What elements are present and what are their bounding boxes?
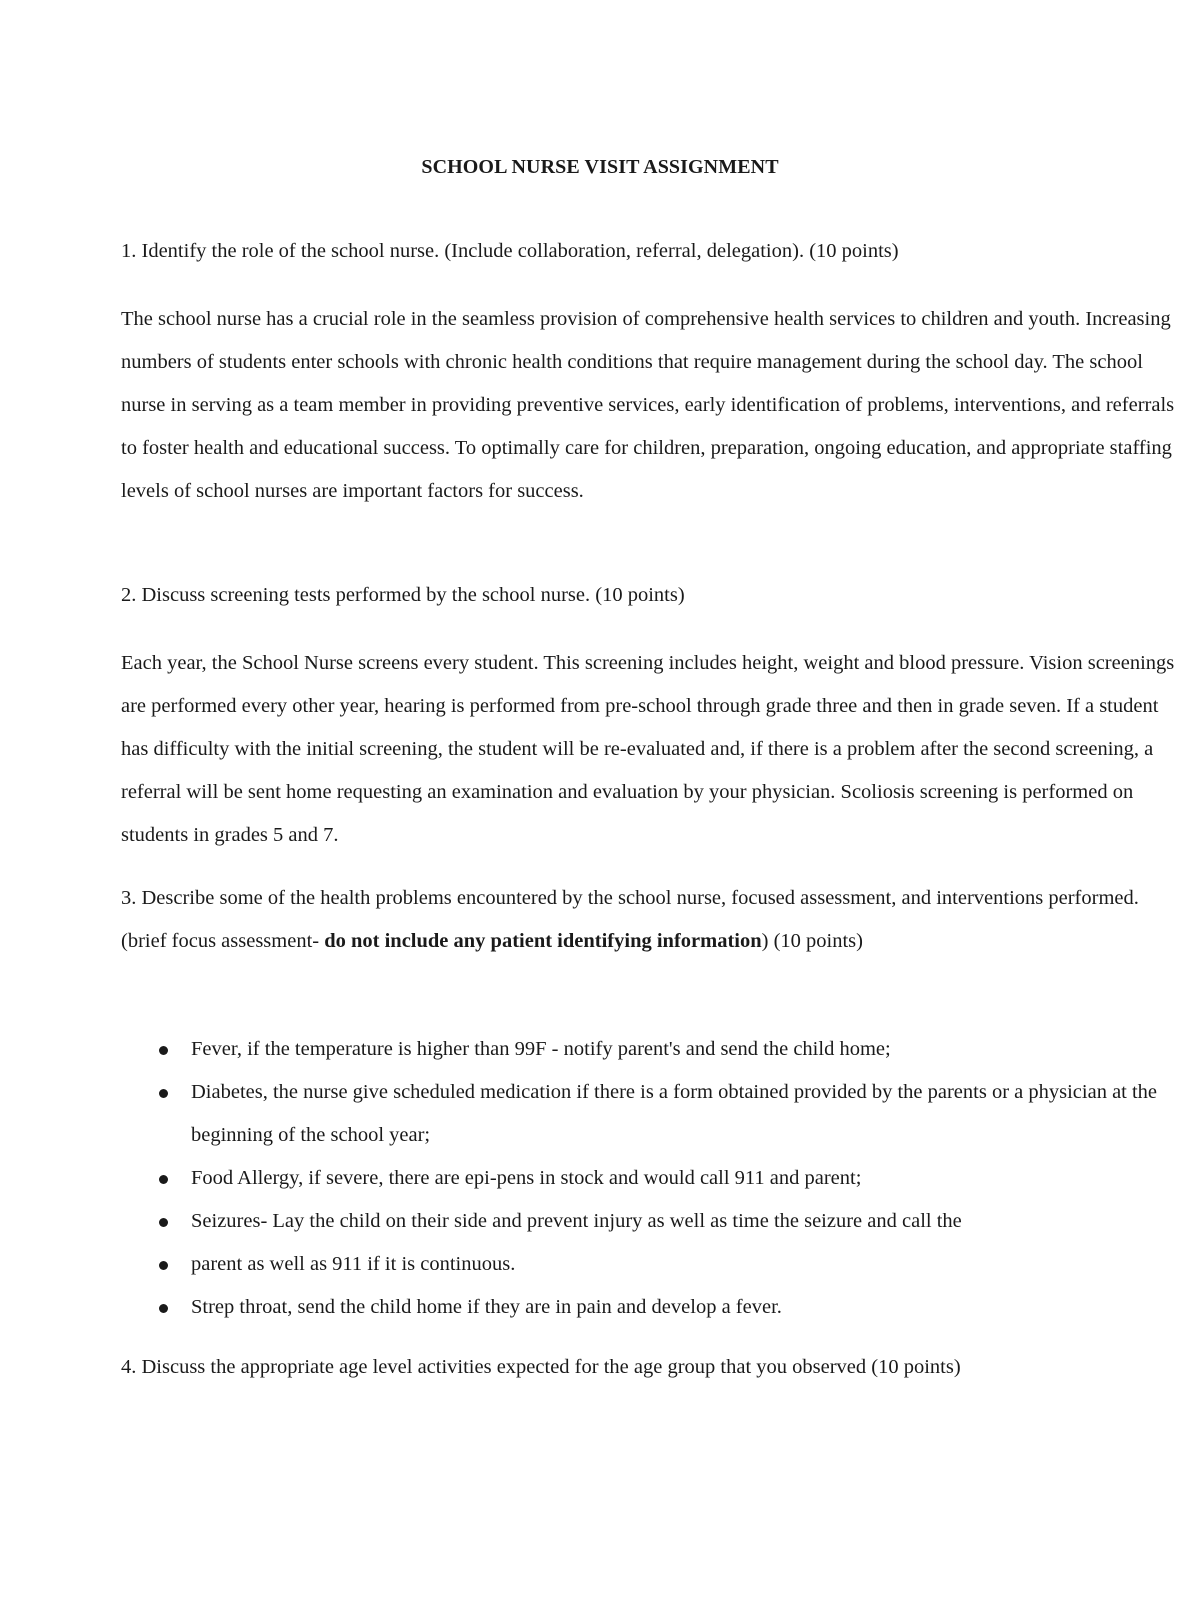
bullet-icon xyxy=(159,1304,168,1313)
list-item xyxy=(121,1157,1181,1200)
list-item xyxy=(121,1200,1181,1243)
question-2 xyxy=(121,574,1181,617)
bullet-icon xyxy=(159,1175,168,1184)
list-item-text: Diabetes, the nurse give scheduled medication if there is a form obtained provided by the parents or a physician at the beginning of the school year; xyxy=(191,1081,1158,1146)
question-3-bold-note: do not include any patient identifying information xyxy=(324,930,762,952)
answer-2 xyxy=(121,642,1181,857)
answer-1-text: The school nurse has a crucial role in the seamless provision of comprehensive health services to children and youth. Increasing numbers of students enter schools with chronic health conditions that require management during the school day. The school nurse in serving as a team member in providing preventive services, early identification of problems, interventions, and referrals to foster health and educational success. To optimally care for children, preparation, ongoing education, and appropriate staffing levels of school nurses are important factors for success. xyxy=(121,308,1175,502)
answer-2-text: Each year, the School Nurse screens every student. This screening includes height, weight and blood pressure. Vision screenings are performed every other year, hearing is performed from pre-school through grade three and then in grade seven. If a student has difficulty with the initial screening, the student will be re-evaluated and, if there is a problem after the second screening, a referral will be sent home requesting an examination and evaluation by your physician. Scoliosis screening is performed on students in grades 5 and 7. xyxy=(121,652,1175,846)
question-2-text: 2. Discuss screening tests performed by the school nurse. (10 points) xyxy=(121,584,685,606)
list-item-text: Strep throat, send the child home if they are in pain and develop a fever. xyxy=(191,1296,782,1318)
question-1-text: 1. Identify the role of the school nurse. (Include collaboration, referral, delegation). (10 points) xyxy=(121,240,899,262)
question-3-start: 3. Describe some of the health problems encountered by the school nurse, focused assessment, and interventions performed. (brief focus assessment- xyxy=(121,887,1139,952)
list-item xyxy=(121,1071,1181,1157)
question-4 xyxy=(121,1346,1181,1389)
question-4-text: 4. Discuss the appropriate age level activities expected for the age group that you observed (10 points) xyxy=(121,1356,961,1378)
question-3-end: ) (10 points) xyxy=(761,930,863,952)
bullet-icon xyxy=(159,1261,168,1270)
list-item xyxy=(121,1028,1181,1071)
list-item xyxy=(121,1243,1181,1286)
question-3-text xyxy=(121,877,1181,963)
list-item-text: Food Allergy, if severe, there are epi-pens in stock and would call 911 and parent; xyxy=(191,1167,862,1189)
question-3 xyxy=(121,877,1181,963)
question-1 xyxy=(121,230,1181,273)
document-title: SCHOOL NURSE VISIT ASSIGNMENT xyxy=(421,156,779,178)
bullet-icon xyxy=(159,1218,168,1227)
list-item-text: parent as well as 911 if it is continuous. xyxy=(191,1253,516,1275)
list-item-text: Seizures- Lay the child on their side and prevent injury as well as time the seizure and call the xyxy=(191,1210,962,1232)
health-problems-list xyxy=(121,1028,1181,1329)
list-item xyxy=(121,1286,1181,1329)
bullet-icon xyxy=(159,1089,168,1098)
answer-1 xyxy=(121,298,1181,513)
list-item-text: Fever, if the temperature is higher than 99F - notify parent's and send the child home; xyxy=(191,1038,891,1060)
bullet-icon xyxy=(159,1046,168,1055)
